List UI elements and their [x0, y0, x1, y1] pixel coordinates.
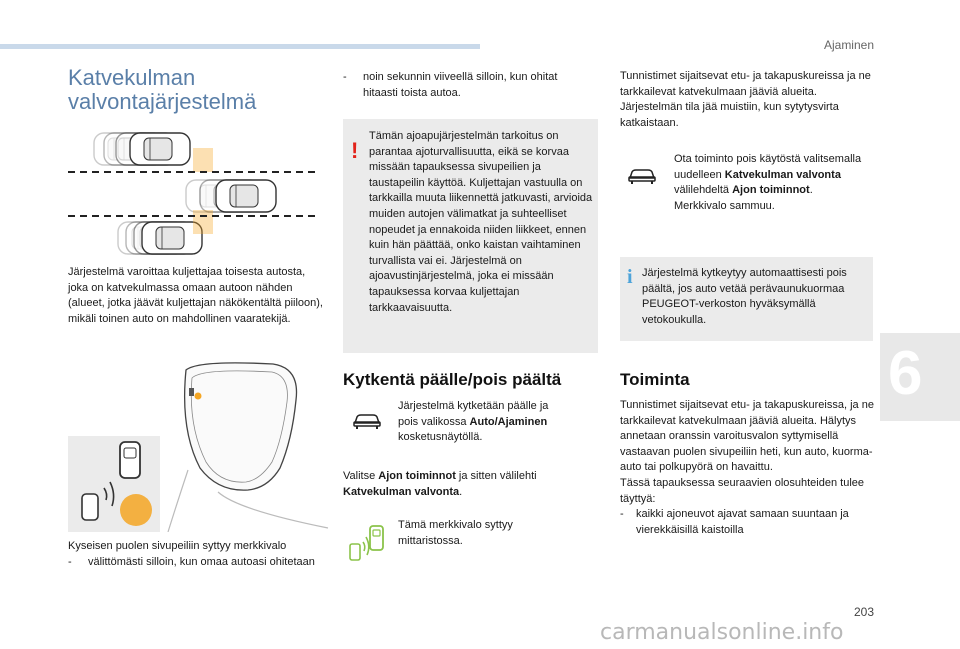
- sensors-paragraph: Tunnistimet sijaitsevat etu- ja takapuskureissa ja ne tarkkailevat katvekulmaan jääviä alueita. Järjestelmän tila jää muistiin, kun sytytysvirta katkaistaan.: [620, 70, 871, 129]
- mirror-paragraph-line: Kyseisen puolen sivupeiliin syttyy merkkivalo: [68, 540, 287, 552]
- mirror-illustration: [68, 360, 330, 532]
- cars-lanes-illustration: [68, 128, 320, 256]
- page-title: [68, 66, 308, 114]
- list-item: [343, 70, 593, 101]
- list-item-text: noin sekunnin viiveellä silloin, kun ohitat hitaasti toista autoa.: [363, 71, 558, 99]
- car-icon: [130, 133, 190, 165]
- select-text: [343, 469, 583, 500]
- info-text: Järjestelmä kytkeytyy automaattisesti pois päältä, jos auto vetää perävaunukuormaa PEUGEOT-verkoston hyväksymällä vetokoukulla.: [642, 267, 847, 326]
- off-text-2: välilehdeltä: [674, 184, 733, 197]
- intro-paragraph: Järjestelmä varoittaa kuljettajaa toisesta autosta, joka on katvekulmassa omaan autoon nähden (alueet, jotka jäävät kuljettajan näkökentältä piiloon), mikäli toinen auto on mahdollinen vaaratekijä.: [68, 266, 323, 325]
- off-text: [674, 152, 874, 214]
- select-text-2: ja sitten välilehti: [455, 470, 537, 482]
- chapter-number: 6: [888, 339, 923, 408]
- on-off-text-1: Järjestelmä kytketään päälle ja pois valikossa: [398, 400, 549, 428]
- title-line-2: valvontajärjestelmä: [68, 89, 257, 114]
- top-bar: [0, 44, 480, 49]
- on-off-text: [398, 399, 568, 446]
- list-dash: -: [620, 508, 624, 521]
- menu-name: Ajon toiminnot: [732, 184, 810, 197]
- lamp-text: Tämä merkkivalo syttyy mittaristossa.: [398, 519, 513, 547]
- select-text-3: .: [459, 485, 463, 498]
- menu-name: Auto/Ajaminen: [469, 415, 548, 428]
- car-icon: [120, 442, 140, 478]
- off-text-4: Merkkivalo sammuu.: [674, 199, 775, 212]
- title-line-1: Katvekulman: [68, 65, 196, 90]
- blind-spot-lamp-icon: [345, 524, 387, 562]
- warning-icon: !: [351, 138, 359, 163]
- section-heading-operation: Toiminta: [620, 370, 690, 389]
- off-text-1: Ota toiminto pois käytöstä valitsemalla uudelleen: [674, 153, 862, 181]
- side-mirror-illustration: [68, 360, 330, 532]
- list-dash: -: [68, 555, 72, 568]
- operation-text: Tunnistimet sijaitsevat etu- ja takapuskureissa, ja ne tarkkailevat katvekulmaan jääviä alueita. Hälytys annetaan oranssin varoitusvalon syttymisellä vastaavan puolen sivupeiliin heti, kun auto, kuorma-auto tai polkupyörä on havaittu.: [620, 399, 874, 474]
- page-number: 203: [853, 605, 874, 619]
- list-item: [620, 507, 875, 538]
- list-item-text: välittömästi silloin, kun omaa autoasi ohitetaan: [88, 555, 315, 568]
- operation-paragraph: [620, 398, 875, 538]
- list-item: [68, 555, 330, 571]
- tab-name: Katvekulman valvonta: [343, 485, 460, 498]
- car-icon: [627, 165, 657, 185]
- off-text-3: .: [809, 184, 813, 197]
- operation-conditions: Tässä tapauksessa seuraavien olosuhteiden tulee täyttyä:: [620, 476, 864, 505]
- car-icon: [216, 180, 276, 212]
- mirror-paragraph: [68, 539, 330, 570]
- section-label: Ajaminen: [823, 38, 874, 52]
- blind-spot-diagram: [68, 128, 320, 256]
- list-item-text: kaikki ajoneuvot ajavat samaan suuntaan ja vierekkäisillä kaistoilla: [636, 508, 849, 536]
- section-heading-on-off: Kytkentä päälle/pois päältä: [343, 370, 562, 389]
- car-icon: [352, 410, 382, 430]
- info-icon: i: [627, 266, 633, 288]
- watermark: carmanualsonline.info: [600, 620, 844, 645]
- tab-name: Ajon toiminnot: [378, 470, 456, 482]
- on-off-text-2: kosketusnäytöllä.: [398, 431, 483, 444]
- tab-name: Katvekulman valvonta: [724, 168, 841, 181]
- warning-text: Tämän ajoapujärjestelmän tarkoitus on parantaa ajoturvallisuutta, eikä se korvaa missään tapauksessa sivupeilien ja taustapeilin käyttöä. Kuljettajan vastuulla on tarkkailla muuta liikennettä jatkuvasti, arvioida muiden autojen välimatkat ja suhteelliset nopeudet ja ennakoida niiden liikkeet, ennen kuin hän päättää, onko kaistan vaihtaminen turvallista vai ei. Järjestelmä on ajoavustinjärjestelmä, joka ei missään tapauksessa korvaa kuljettajan tarkkaavaisuutta.: [369, 130, 593, 314]
- select-text-1: Valitse: [343, 470, 379, 482]
- list-dash: -: [343, 71, 347, 83]
